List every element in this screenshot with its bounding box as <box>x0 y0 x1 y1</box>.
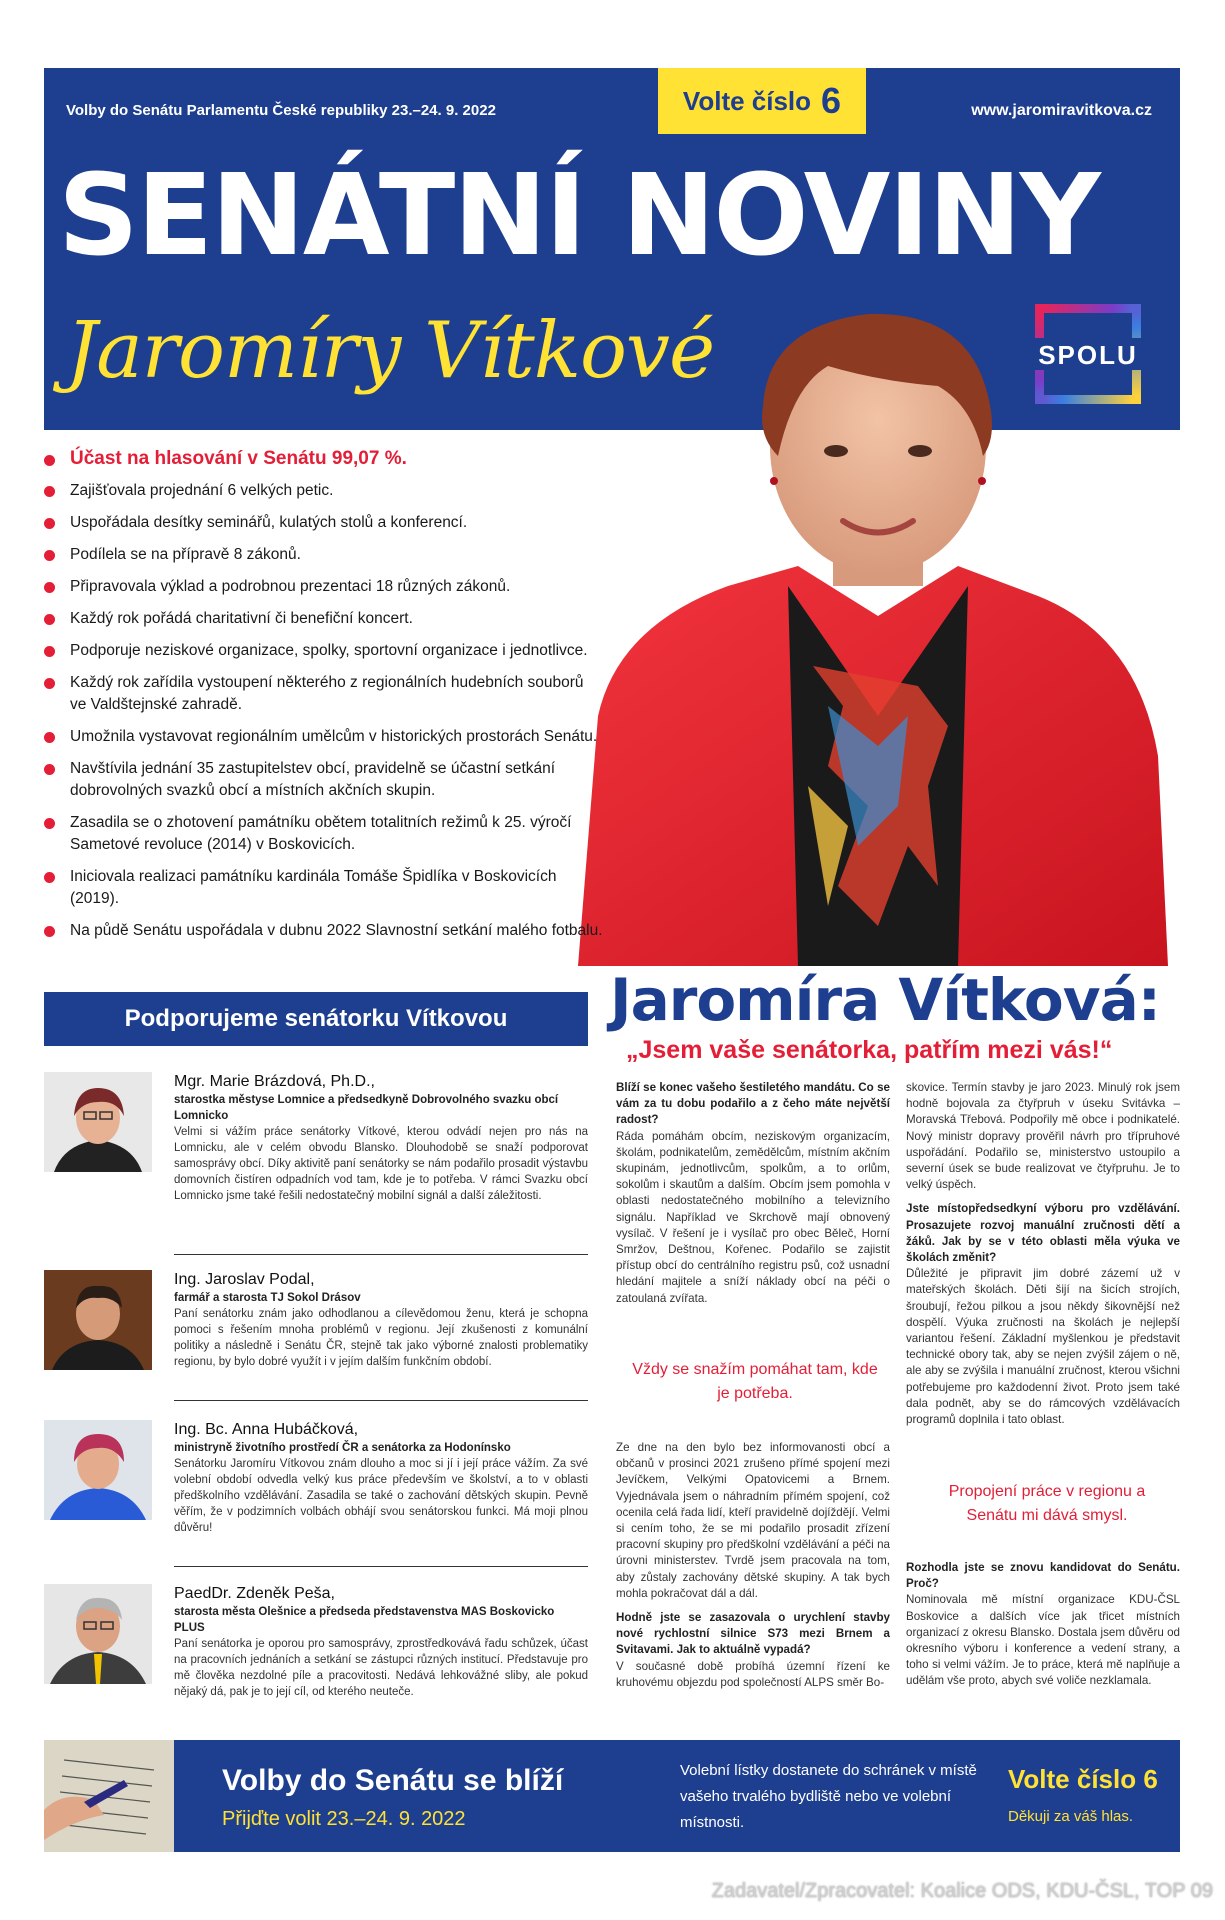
supporter-name: PaedDr. Zdeněk Peša, <box>174 1585 335 1602</box>
achievement-item: Podílela se na přípravě 8 zákonů. <box>44 544 604 566</box>
interview-column-left-2 <box>616 1440 890 1699</box>
supporter-photo <box>44 1420 152 1520</box>
separator <box>174 1254 588 1255</box>
separator <box>174 1400 588 1401</box>
candidate-name: Jaromíra Vítková: <box>610 966 1160 1034</box>
candidate-portrait <box>578 286 1174 966</box>
ballot-hand-image <box>44 1740 174 1852</box>
supporter-photo <box>44 1584 152 1684</box>
supporter-name: Ing. Jaroslav Podal, <box>174 1271 315 1288</box>
achievement-item: Zajišťovala projednání 6 velkých petic. <box>44 480 604 502</box>
spolu-logo-text: SPOLU <box>1038 340 1138 370</box>
footer-vote-number: Volte číslo 6 <box>1008 1764 1158 1794</box>
ballots-note: Volební lístky dostanete do schránek v místě vašeho trvalého bydliště nebo ve volební místnosti. <box>680 1762 977 1831</box>
supporter-quote: Velmi si vážím práce senátorky Vítkové, kterou odvádí nejen pro nás na Lomnicku, ale v celém obvodu Blansko. Dlouhodobě se snaží podporovat samosprávy obcí. Díky aktivitě paní senátorky se nám podařilo prosadit výstavbu domovních čistíren odpadních vod tam, kde je to potřeba. V rámci Svazku obcí Lomnicko jsme také řešili nedostatečný mobilní signál a další záležitosti. <box>174 1126 588 1202</box>
supporter-role: starosta města Olešnice a předseda představenstva MAS Boskovicko PLUS <box>174 1606 555 1634</box>
interview-question: Rozhodla jste se znovu kandidovat do Senátu. Proč? <box>906 1561 1180 1591</box>
achievement-item: Každý rok pořádá charitativní či benefiční koncert. <box>44 608 604 630</box>
vote-number: 6 <box>821 80 842 121</box>
interview-answer: Ráda pomáhám obcím, neziskovým organizacím, školám, podnikatelům, zemědělcům, místním akčním skupinám, jednotlivcům, spolkům, a to orlům, sokolům i skautům a dalším. Obcím jsem pomohla v oblasti nedostatečného mobilního a televizního signálu. Například ve Skrchově mají obnovený vysílač. V řešení je i vysílač pro obec Běleč, Horní Smržov, Deštnou, Kořenec. Podařilo se zajistit přístup obcí do centrálního registru psů, což usnadní hledání majitele a sníží náklady obcí na péči o zatoulaná zvířata. <box>616 1129 890 1305</box>
newspaper-subtitle: Jaromíry Vítkové <box>66 306 715 396</box>
supporter-card <box>44 1270 588 1410</box>
supporter-role: ministryně životního prostředí ČR a senátorka za Hodonínsko <box>174 1442 511 1454</box>
interview-answer: V současné době probíhá územní řízení ke kruhovému objezdu pod společností ALPS směr Bo- <box>616 1659 890 1689</box>
achievements-list <box>44 448 604 952</box>
supporter-photo <box>44 1270 152 1370</box>
supporter-quote: Senátorku Jaromíru Vítkovou znám dlouho a moc si jí i její práce vážím. Za své volební období odvedla velký kus práce především ve školství, a to v oblasti předškolního vzdělávání. Zasadila se také o zachování dětských skupin. Pevně věřím, že v podzimních volbách obhájí svou senátorskou funkci. Má moji plnou důvěru! <box>174 1458 588 1534</box>
achievement-item: Podporuje neziskové organizace, spolky, sportovní organizace i jednotlivce. <box>44 640 604 662</box>
vote-label: Volte číslo <box>682 85 812 116</box>
interview-column-right <box>906 1080 1180 1436</box>
candidate-tagline: „Jsem vaše senátorka, patřím mezi vás!“ <box>626 1036 1113 1064</box>
interview-answer: Důležité je připravit jim dobré zázemí už v mateřských školách. Děti šijí na šicích strojích, šroubují, řežou pilkou a jsou někdy šikovnější než dospělí. Výuka zručnosti na školách je nejlepší variantou řešení. Základní myšlenkou je představit technické obory tak, aby se nejen zvýšil zájem o ně, ale aby se zvýšila i manuální zručnost, kterou všichni potřebujeme pro každodenní život. Proto jsem také dala podnět, aby se do rámcových vzdělávacích programů doplnila i tato oblast. <box>906 1267 1180 1427</box>
achievement-item: Účast na hlasování v Senátu 99,07 %. <box>44 448 604 470</box>
pull-quote: Propojení práce v regionu a Senátu mi dává smysl. <box>948 1483 1146 1524</box>
supporter-role: farmář a starosta TJ Sokol Drásov <box>174 1292 361 1304</box>
interview-question: Blíží se konec vašeho šestiletého mandátu. Co se vám za tu dobu podařilo a z čeho máte největší radost? <box>616 1081 890 1127</box>
supporter-card <box>44 1072 588 1262</box>
interview-column-left <box>616 1080 890 1315</box>
supporter-card <box>44 1584 588 1734</box>
supporter-quote: Paní senátorku znám jako odhodlanou a cílevědomou ženu, která je schopna pomoci s řešením mnoha problémů v regionu. Její zkušenosti z komunální politiky a následně i Senátu ČR, stejně tak jako výborné znalosti problematiky regionu, by bylo dobré využít i v jejím dalším funkčním období. <box>174 1308 588 1368</box>
interview-answer: skovice. Termín stavby je jaro 2023. Minulý rok jsem hodně bojovala za čtyřpruh v úseku Svitávka – Moravská Třebová. Podpořily mě obce i podnikatelé. Nový ministr dopravy prověřil návrh pro třípruhové uspořádání. Podařilo se, ministerstvo ustoupilo a severní úsek se bude realizovat ve čtyřpruhu. Je to velký úspěch. <box>906 1081 1180 1192</box>
interview-question: Jste místopředsedkyní výboru pro vzdělávání. Prosazujete rozvoj manuální zručnosti dětí a žáků. Jak by se v této oblasti měla výuka ve školách změnit? <box>906 1202 1180 1265</box>
footer-thanks: Děkuji za váš hlas. <box>1008 1808 1134 1825</box>
supporter-role: starostka městyse Lomnice a předsedkyně Dobrovolného svazku obcí Lomnicko <box>174 1094 559 1122</box>
newspaper-title: SENÁTNÍ NOVINY <box>58 151 1099 281</box>
achievement-item: Každý rok zařídila vystoupení některého z regionálních hudebních souborů ve Valdštejnské zahradě. <box>44 672 604 716</box>
support-section-heading: Podporujeme senátorku Vítkovou <box>44 992 588 1046</box>
footer-banner <box>44 1740 1180 1852</box>
achievement-item: Navštívila jednání 35 zastupitelstev obcí, pravidelně se účastní setkání dobrovolných svazků obcí a místních akčních skupin. <box>44 758 604 802</box>
election-line: Volby do Senátu Parlamentu České republiky 23.–24. 9. 2022 <box>66 102 496 119</box>
achievement-item: Uspořádala desítky seminářů, kulatých stolů a konferencí. <box>44 512 604 534</box>
website-link[interactable]: www.jaromiravitkova.cz <box>971 102 1152 119</box>
achievement-item: Zasadila se o zhotovení památníku obětem totalitních režimů k 25. výročí Sametové revoluce (2014) v Boskovicích. <box>44 812 604 856</box>
interview-column-right-2 <box>906 1560 1180 1698</box>
supporter-name: Ing. Bc. Anna Hubáčková, <box>174 1421 359 1438</box>
vote-number-box <box>658 68 866 134</box>
supporter-quote: Paní senátorka je oporou pro samosprávy, zprostředkovává řadu schůzek, účast na pracovních jednáních a setkání se zástupci různých institucí. Představuje pro mě člověka nezdolné píle a pracovitosti. Nedává lehkovážné sliby, ale pokud nějaký dá, pak je to její cíl, od kterého neuteče. <box>174 1638 588 1698</box>
interview-answer: Ze dne na den bylo bez informovanosti obcí a občanů v prosinci 2021 zrušeno přímé spojení mezi Jevíčkem, Velkými Opatovicemi a Brnem. Vyjednávala jsem o náhradním přímém spojení, což ocenila celá řada lidí, kteří pravidelně dojíždějí. Velmi si cením toho, že se mi podařilo prosadit zřízení pracovní skupiny pro předškolní vzdělávání a péči na úrovni ministerstev. Tvrdě jsem pracovala na tom, aby zůstaly zachovány dětské skupiny. A tak bych mohla pokračovat dál a dál. <box>616 1441 890 1600</box>
achievement-item: Umožnila vystavovat regionálním umělcům v historických prostorách Senátu. <box>44 726 604 748</box>
achievement-item: Na půdě Senátu uspořádala v dubnu 2022 Slavnostní setkání malého fotbalu. <box>44 920 604 942</box>
achievement-item: Iniciovala realizaci památníku kardinála Tomáše Špidlíka v Boskovicích (2019). <box>44 866 604 910</box>
footer-title: Volby do Senátu se blíží <box>222 1764 564 1797</box>
achievement-item: Připravovala výklad a podrobnou prezentaci 18 různých zákonů. <box>44 576 604 598</box>
publisher-imprint: Zadavatel/Zpracovatel: Koalice ODS, KDU-ČSL, TOP 09 <box>711 1880 1213 1902</box>
footer-date: Přijďte volit 23.–24. 9. 2022 <box>222 1808 466 1830</box>
interview-answer: Nominovala mě místní organizace KDU-ČSL Boskovice a dalších více jak třicet místních organizací z okresu Blansko. Dostala jsem důvěru od okresního výboru i konference a vedení strany, a toho si velmi vážím. Je to práce, která mě naplňuje a udělám vše proto, abych své voliče nezklamala. <box>906 1593 1180 1688</box>
supporter-photo <box>44 1072 152 1172</box>
interview-question: Hodně jste se zasazovala o urychlení stavby nové rychlostní silnice S73 mezi Brnem a Svitavami. Jak to aktuálně vypadá? <box>616 1611 890 1657</box>
separator <box>174 1566 588 1567</box>
pull-quote: Vždy se snažím pomáhat tam, kde je potřeba. <box>632 1361 878 1402</box>
supporter-name: Mgr. Marie Brázdová, Ph.D., <box>174 1073 375 1090</box>
supporter-card <box>44 1420 588 1570</box>
